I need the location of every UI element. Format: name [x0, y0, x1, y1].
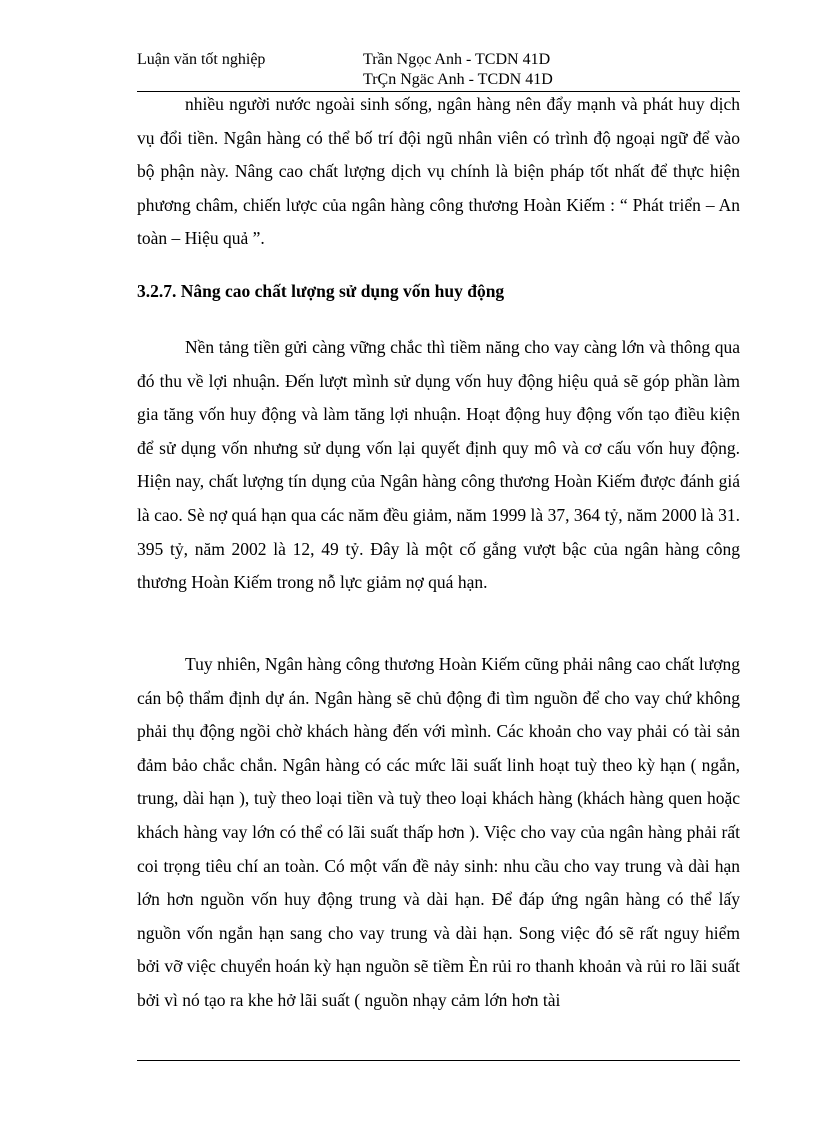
header-left-text: Luận văn tốt nghiệp	[137, 51, 266, 68]
header-author-line: Trần Ngọc Anh - TCDN 41D	[363, 51, 551, 68]
section-heading: 3.2.7. Nâng cao chất lượng sử dụng vốn huy động	[137, 281, 505, 301]
paragraph-text: Nền tảng tiền gửi càng vững chắc thì tiềm năng cho vay càng lớn và thông qua đó thu về lợi nhuận. Đến lượt mình sử dụng vốn huy động hiệu quả sẽ góp phần làm gia tăng vốn huy động và làm tăng lợi nhuận. Hoạt động huy động vốn tạo điều kiện để sử dụng vốn nhưng sử dụng vốn lại quyết định quy mô và cơ cấu vốn huy động. Hiện nay, chất lượng tín dụng của Ngân hàng công thương Hoàn Kiếm được đánh giá là cao. Sè nợ quá hạn qua các năm đều giảm, năm 1999 là 37, 364 tỷ, năm 2000 là 31. 395 tỷ, năm 2002 là 12, 49 tỷ. Đây là một cố gắng vượt bậc của ngân hàng công thương Hoàn Kiếm trong nỗ lực giảm nợ quá hạn.	[137, 337, 740, 593]
footer-divider	[137, 1060, 740, 1061]
paragraph-2	[137, 331, 740, 600]
paragraph-continued	[137, 88, 740, 256]
paragraph-3	[137, 648, 740, 1018]
header-right	[363, 50, 553, 90]
paragraph-text: Tuy nhiên, Ngân hàng công thương Hoàn Kiếm cũng phải nâng cao chất lượng cán bộ thẩm định dự án. Ngân hàng sẽ chủ động đi tìm nguồn để cho vay chứ không phải thụ động ngồi chờ khách hàng đến với mình. Các khoản cho vay phải có tài sản đảm bảo chắc chắn. Ngân hàng có các mức lãi suất linh hoạt tuỳ theo kỳ hạn ( ngắn, trung, dài hạn ), tuỳ theo loại tiền và tuỳ theo loại khách hàng (khách hàng quen hoặc khách hàng vay lớn có thể có lãi suất thấp hơn ). Việc cho vay của ngân hàng phải rất coi trọng tiêu chí an toàn. Có một vấn đề nảy sinh: nhu cầu cho vay trung và dài hạn lớn hơn nguồn vốn huy động trung và dài hạn. Để đáp ứng ngân hàng có thể lấy nguồn vốn ngắn hạn sang cho vay trung và dài hạn. Song việc đó sẽ rất nguy hiểm bởi vỡ việc chuyển hoán kỳ hạn nguồn sẽ tiềm Èn rủi ro thanh khoản và rủi ro lãi suất bởi vì nó tạo ra khe hở lãi suất ( nguồn nhạy cảm lớn hơn tài	[137, 654, 740, 1010]
header-author-line-garbled: TrÇn Ngäc Anh - TCDN 41D	[363, 71, 553, 88]
paragraph-text: nhiều người nước ngoài sinh sống, ngân hàng nên đẩy mạnh và phát huy dịch vụ đổi tiền. Ngân hàng có thể bố trí đội ngũ nhân viên có trình độ ngoại ngữ để vào bộ phận này. Nâng cao chất lượng dịch vụ chính là biện pháp tốt nhất để thực hiện phương châm, chiến lược của ngân hàng công thương Hoàn Kiếm : “ Phát triển – An toàn – Hiệu quả ”.	[137, 94, 740, 249]
